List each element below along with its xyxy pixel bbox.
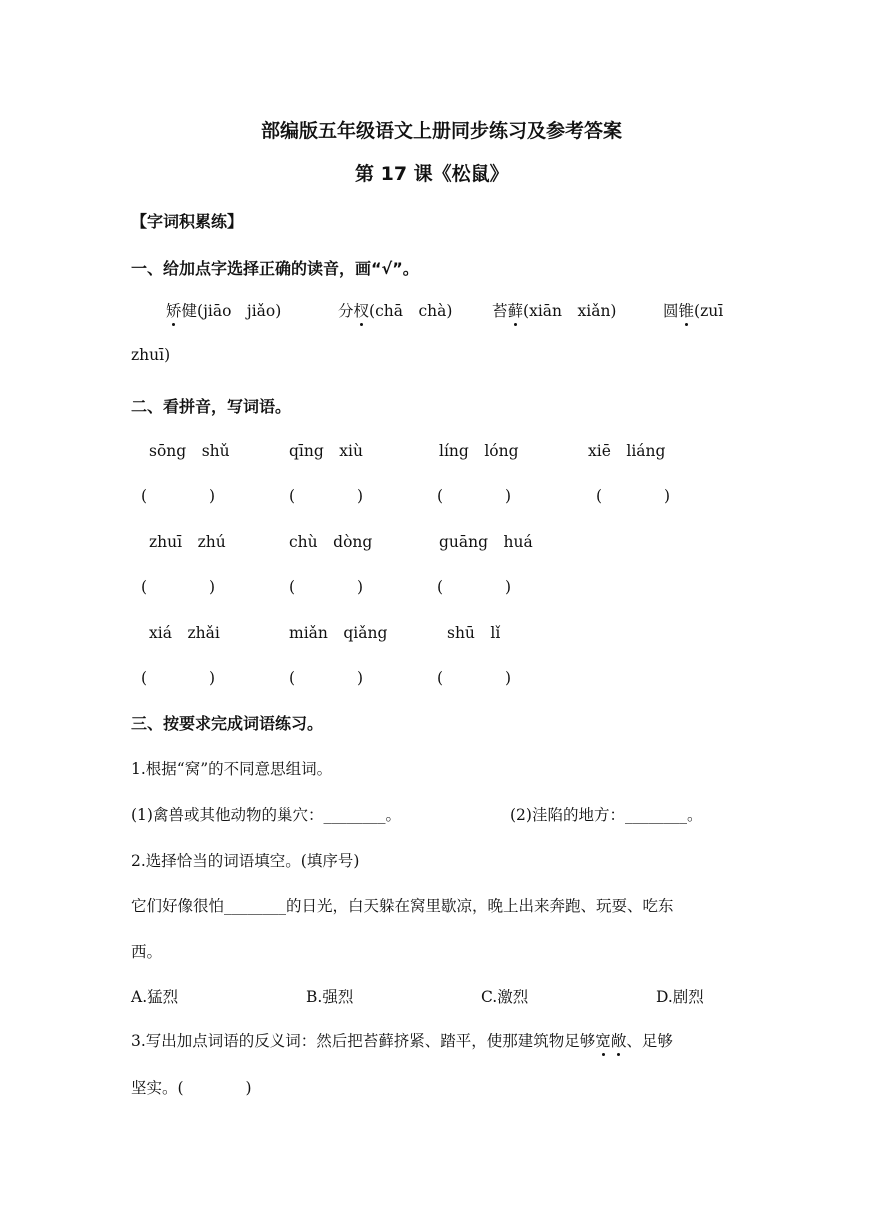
pinyin-7: guāng huá — [439, 533, 533, 551]
q3-part2-line1[interactable]: 它们好像很怕________的日光，白天躲在窝里歇凉，晚上出来奔跑、玩耍、吃东 — [131, 897, 674, 915]
answer-blank[interactable]: ( ) — [437, 578, 512, 596]
answer-blank[interactable]: ( ) — [437, 669, 512, 687]
answer-blank[interactable]: ( ) — [141, 669, 216, 687]
answer-blank[interactable]: ( ) — [596, 487, 671, 505]
pinyin-options: (zuī — [694, 302, 724, 320]
pinyin-6: chù dòng — [289, 533, 373, 551]
q3-part1-title: 1.根据“窝”的不同意思组词。 — [131, 760, 333, 778]
option-c[interactable]: C.激烈 — [481, 988, 529, 1006]
answer-blank[interactable]: ( ) — [141, 487, 216, 505]
dotted-char: 杈 — [353, 302, 370, 320]
q3-part2-title: 2.选择恰当的词语填空。(填序号) — [131, 852, 360, 870]
pinyin-8: xiá zhǎi — [149, 624, 220, 642]
q3-heading: 三、按要求完成词语练习。 — [131, 714, 324, 733]
pinyin-3: líng lóng — [439, 442, 519, 460]
pinyin-options: (chā chà) — [369, 302, 453, 320]
part3-text: 3.写出加点词语的反义词：然后把苔藓挤紧、踏平，使那建筑物足够 — [131, 1032, 596, 1050]
pinyin-options: (jiāo jiǎo) — [197, 302, 282, 320]
q2-heading: 二、看拼音，写词语。 — [131, 397, 292, 416]
pinyin-10: shū lǐ — [447, 624, 501, 642]
option-b[interactable]: B.强烈 — [306, 988, 354, 1006]
lesson-title: 第 17 课《松鼠》 — [355, 163, 509, 185]
q3-part3-line1 — [131, 1029, 673, 1051]
answer-blank[interactable]: ( ) — [289, 669, 364, 687]
page-title: 部编版五年级语文上册同步练习及参考答案 — [261, 120, 623, 142]
option-a[interactable]: A.猛烈 — [131, 988, 179, 1006]
q1-item-1 — [166, 299, 281, 321]
pinyin-options: (xiān xiǎn) — [523, 302, 617, 320]
option-d[interactable]: D.剧烈 — [656, 988, 704, 1006]
answer-blank[interactable]: ( ) — [437, 487, 512, 505]
item-text: 健 — [181, 302, 198, 320]
answer-blank[interactable]: ( ) — [289, 578, 364, 596]
pinyin-5: zhuī zhú — [149, 533, 226, 551]
q1-wrap: zhuī) — [131, 346, 171, 364]
item-text: 分 — [338, 302, 354, 320]
q1-item-3 — [492, 299, 616, 321]
q1-item-4 — [663, 299, 723, 321]
item-text: 苔 — [492, 302, 508, 320]
q1-item-2 — [338, 299, 452, 321]
q3-part2-line2: 西。 — [131, 943, 163, 961]
pinyin-4: xiē liáng — [588, 442, 666, 460]
q3-part1-a[interactable]: (1)禽兽或其他动物的巢穴：________。 — [131, 806, 401, 824]
section-label: 【字词积累练】 — [131, 212, 244, 231]
q3-part3-line2[interactable]: 坚实。( ) — [131, 1079, 252, 1097]
answer-blank[interactable]: ( ) — [289, 487, 364, 505]
dotted-char: 锥 — [678, 302, 695, 320]
part3-text: 、足够 — [626, 1032, 673, 1050]
q1-heading: 一、给加点字选择正确的读音，画“√”。 — [131, 259, 419, 278]
pinyin-2: qīng xiù — [289, 442, 363, 460]
item-text: 圆 — [663, 302, 679, 320]
dotted-char: 矫 — [166, 302, 182, 320]
dotted-char: 藓 — [507, 302, 524, 320]
dotted-char: 宽 — [595, 1032, 611, 1050]
q3-part1-b[interactable]: (2)洼陷的地方：________。 — [510, 806, 703, 824]
dotted-char: 敞 — [610, 1032, 627, 1050]
answer-blank[interactable]: ( ) — [141, 578, 216, 596]
pinyin-9: miǎn qiǎng — [289, 624, 388, 642]
pinyin-1: sōng shǔ — [149, 442, 230, 460]
